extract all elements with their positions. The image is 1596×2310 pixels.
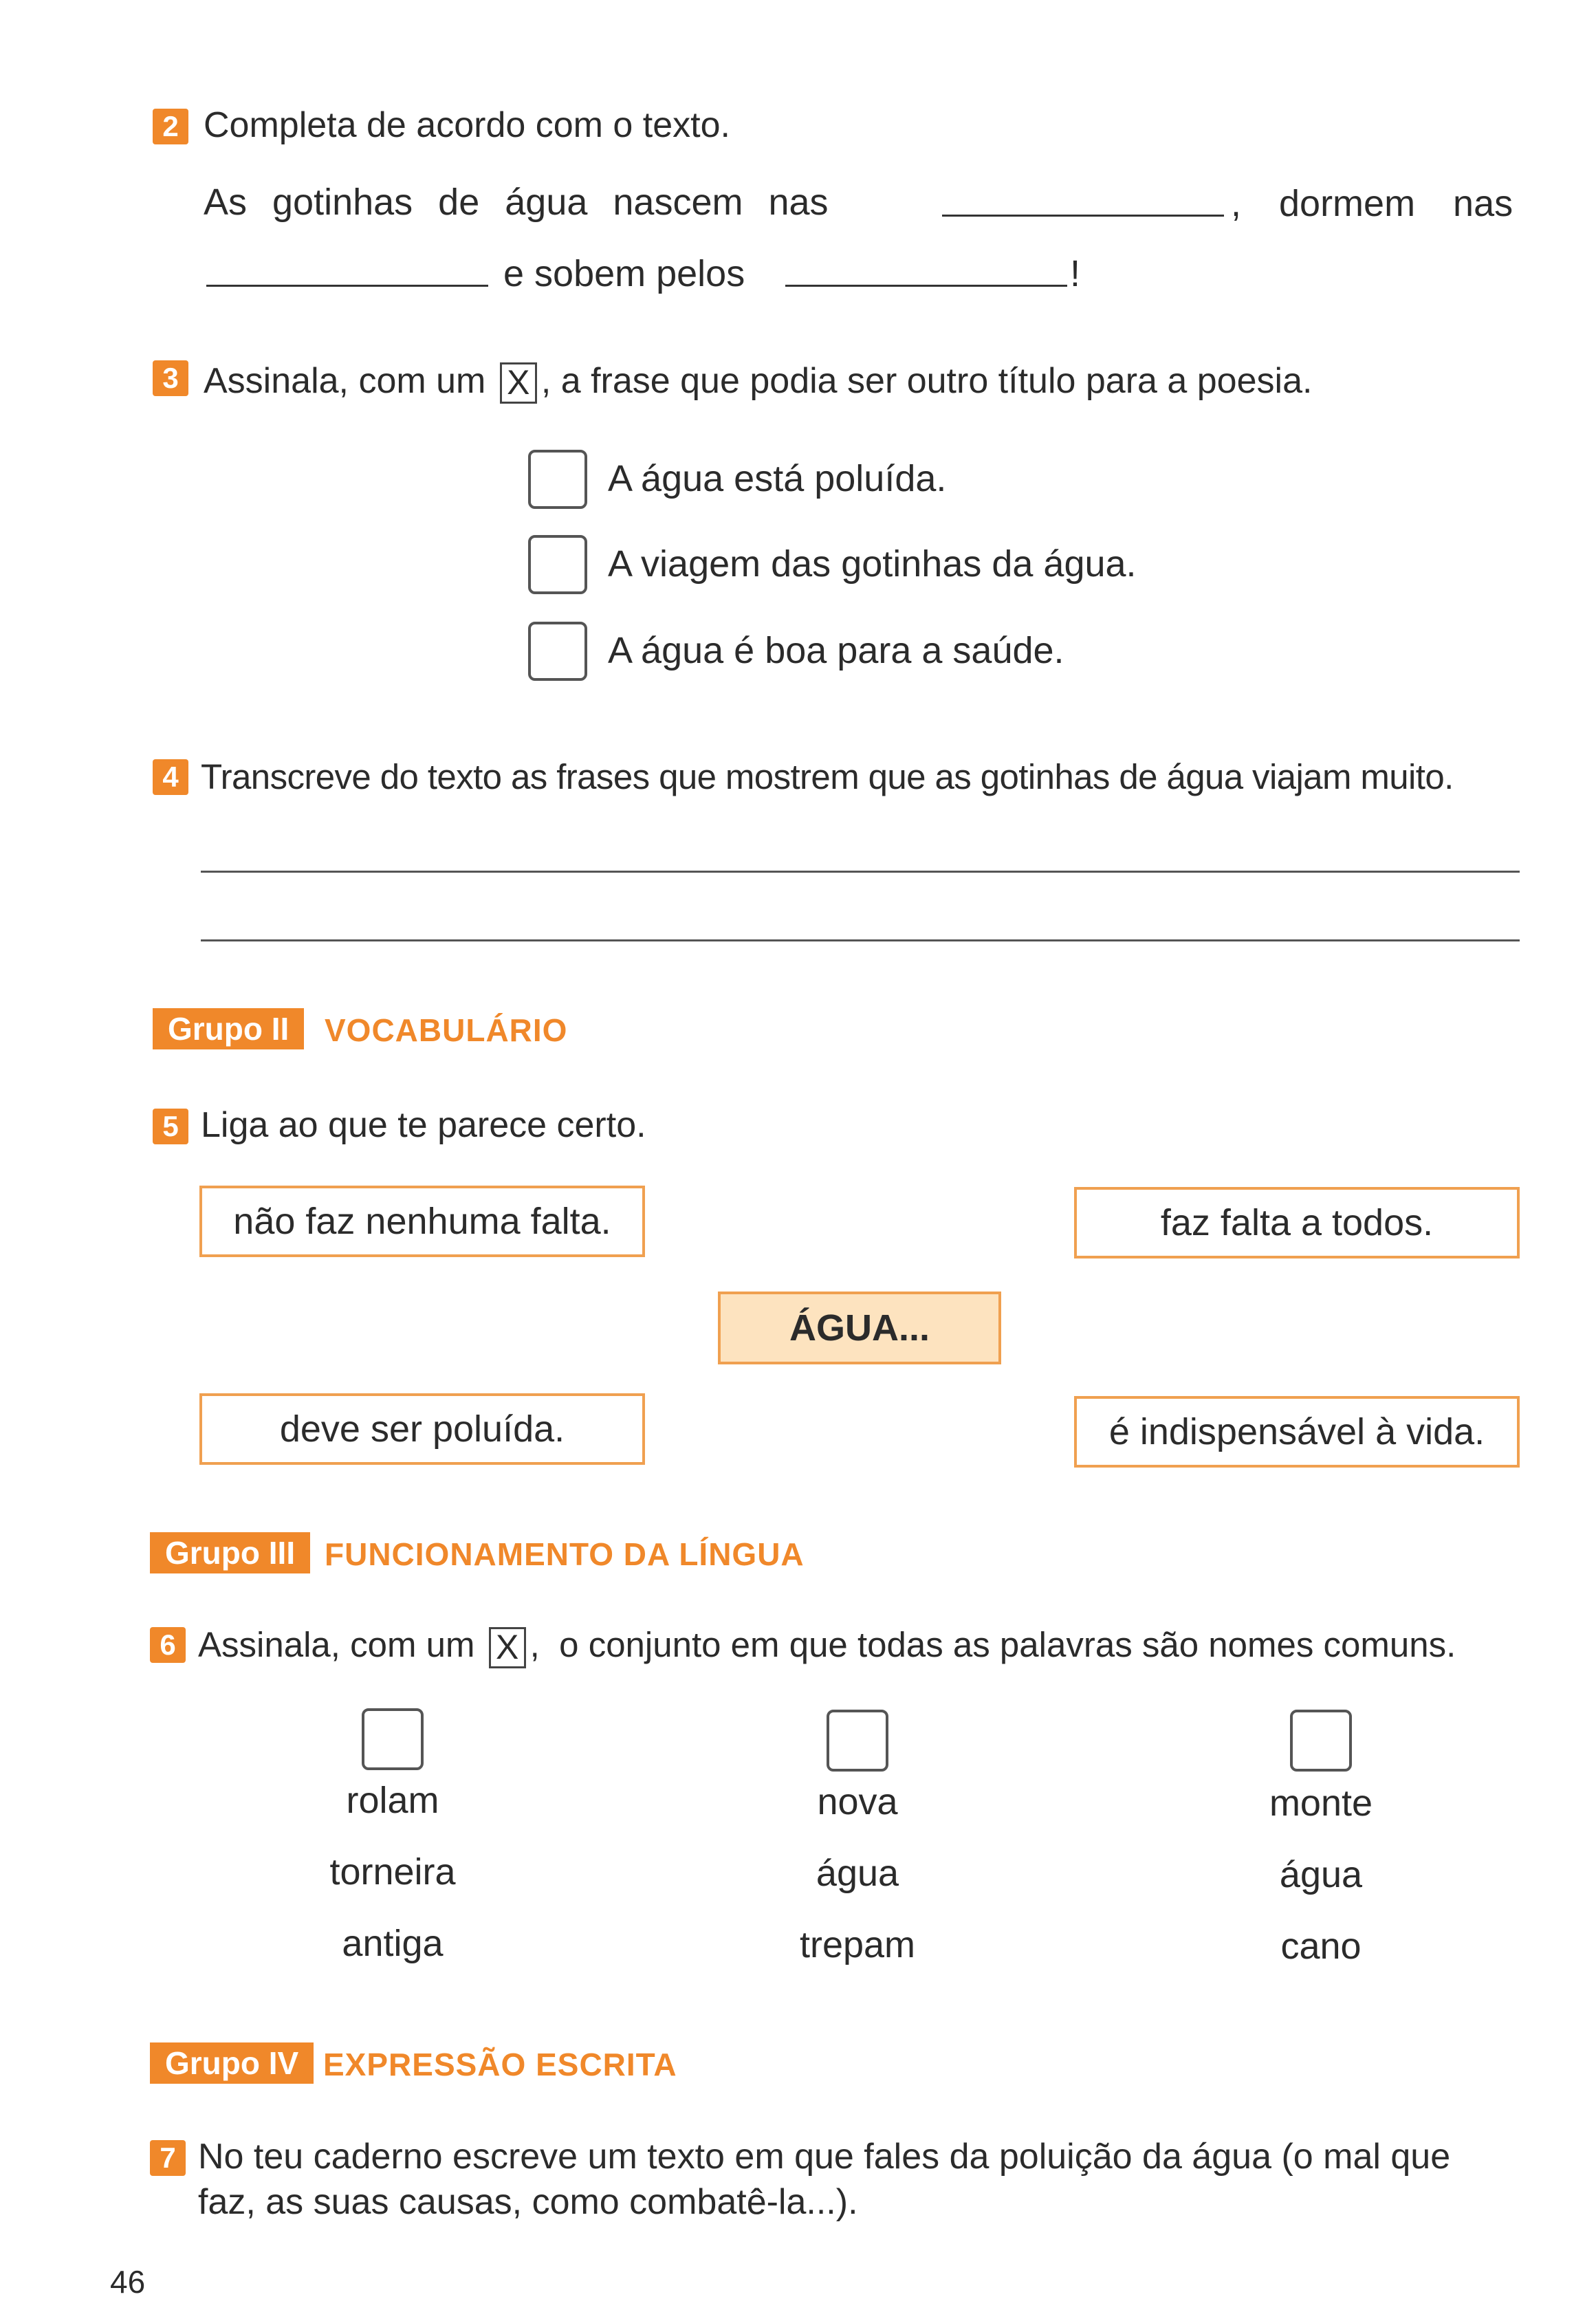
set-2-word-2: água	[816, 1853, 899, 1894]
option-label-2: A viagem das gotinhas da água.	[608, 543, 1137, 585]
question-number-5: 5	[153, 1109, 188, 1144]
x-mark-example: X	[489, 1627, 526, 1668]
set-2-word-3: trepam	[799, 1924, 916, 1965]
question-4-instruction: Transcreve do texto as frases que mostrem que as gotinhas de água viajam muito.	[201, 757, 1454, 796]
group-2-badge: Grupo II	[153, 1008, 304, 1049]
fill-sentence-part-3: e sobem pelos	[503, 253, 745, 294]
group-3-title: FUNCIONAMENTO DA LÍNGUA	[325, 1536, 805, 1572]
answer-line-1[interactable]	[201, 871, 1520, 873]
fill-sentence-part-4: !	[1070, 253, 1081, 294]
question-7-line-2: faz, as suas causas, como combatê-la...).	[198, 2182, 858, 2222]
fill-blank-3[interactable]	[785, 285, 1067, 287]
set-checkbox-2[interactable]	[827, 1710, 888, 1772]
fill-sentence-part-2: , dormem nas	[1231, 183, 1513, 224]
set-2-word-1: nova	[817, 1781, 898, 1822]
option-checkbox-3[interactable]	[528, 622, 587, 681]
question-number-6: 6	[150, 1627, 186, 1663]
set-1-word-1: rolam	[346, 1780, 439, 1821]
option-checkbox-2[interactable]	[528, 535, 587, 594]
option-label-3: A água é boa para a saúde.	[608, 630, 1064, 671]
group-3-badge: Grupo III	[150, 1532, 310, 1573]
question-2-instruction: Completa de acordo com o texto.	[204, 105, 730, 145]
match-box-bottom-left[interactable]: deve ser poluída.	[199, 1393, 645, 1465]
x-mark-example: X	[500, 362, 537, 404]
page-number: 46	[110, 2264, 146, 2300]
question-7-line-1: No teu caderno escreve um texto em que fales da poluição da água (o mal que	[198, 2137, 1451, 2177]
fill-blank-2[interactable]	[206, 285, 488, 287]
answer-line-2[interactable]	[201, 939, 1520, 941]
question-number-2: 2	[153, 109, 188, 144]
option-checkbox-1[interactable]	[528, 450, 587, 509]
question-number-3: 3	[153, 360, 188, 396]
fill-blank-1[interactable]	[942, 215, 1224, 217]
question-6-instruction-post: , o conjunto em que todas as palavras são nomes comuns.	[529, 1625, 1456, 1664]
fill-sentence-part-1: As gotinhas de água nascem nas	[204, 182, 829, 223]
group-4-badge: Grupo IV	[150, 2042, 314, 2084]
center-water-box: ÁGUA...	[718, 1292, 1001, 1364]
set-3-word-3: cano	[1280, 1926, 1362, 1967]
question-3-instruction	[204, 359, 1312, 404]
question-number-7: 7	[150, 2140, 186, 2176]
set-1-word-2: torneira	[329, 1851, 456, 1893]
question-3-instruction-pre: Assinala, com um	[204, 361, 486, 401]
question-3-instruction-post: , a frase que podia ser outro título para a poesia.	[540, 361, 1313, 401]
match-box-bottom-right[interactable]: é indispensável à vida.	[1074, 1396, 1520, 1468]
match-box-top-left[interactable]: não faz nenhuma falta.	[199, 1186, 645, 1257]
question-5-instruction: Liga ao que te parece certo.	[201, 1105, 646, 1145]
question-6-instruction-pre: Assinala, com um	[198, 1625, 475, 1664]
set-3-word-2: água	[1279, 1854, 1363, 1895]
group-2-title: VOCABULÁRIO	[325, 1012, 568, 1048]
set-1-word-3: antiga	[342, 1923, 444, 1964]
set-3-word-1: monte	[1269, 1783, 1373, 1824]
set-checkbox-1[interactable]	[362, 1708, 424, 1770]
group-4-title: EXPRESSÃO ESCRITA	[323, 2047, 677, 2082]
question-number-4: 4	[153, 759, 188, 795]
question-6-instruction	[198, 1623, 1456, 1668]
match-box-top-right[interactable]: faz falta a todos.	[1074, 1187, 1520, 1258]
option-label-1: A água está poluída.	[608, 458, 947, 499]
set-checkbox-3[interactable]	[1290, 1710, 1352, 1772]
